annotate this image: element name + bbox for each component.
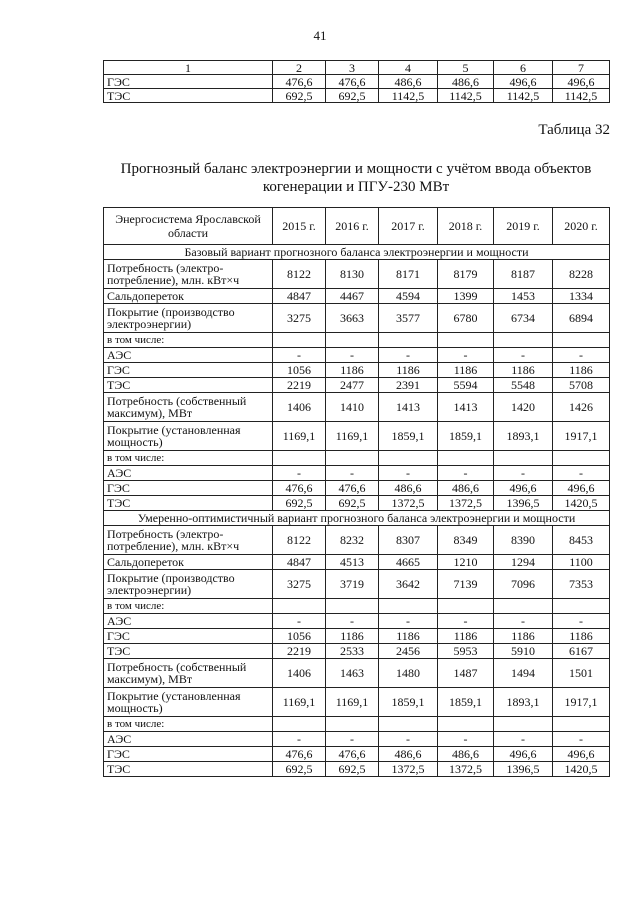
table-cell: 3719 bbox=[326, 570, 379, 599]
table-cell bbox=[553, 717, 610, 732]
section-title-row bbox=[104, 245, 610, 260]
table-cell: 6780 bbox=[438, 304, 494, 333]
table-cell: - bbox=[273, 466, 326, 481]
table-row bbox=[104, 570, 610, 599]
row-label: ТЭС bbox=[104, 89, 273, 103]
table-cell bbox=[494, 717, 553, 732]
row-label: ГЭС bbox=[104, 747, 273, 762]
table-cell: - bbox=[553, 348, 610, 363]
row-label: ТЭС bbox=[104, 762, 273, 777]
header-year: 2016 г. bbox=[326, 208, 379, 245]
table-cell: 4665 bbox=[379, 555, 438, 570]
table-title: Прогнозный баланс электроэнергии и мощности с учётом ввода объектов когенерации и ПГУ-230 МВт bbox=[120, 161, 592, 195]
table-cell: 1413 bbox=[438, 393, 494, 422]
table-cell: 1372,5 bbox=[438, 496, 494, 511]
table-row bbox=[104, 526, 610, 555]
balance-table bbox=[103, 207, 610, 777]
table-cell: 1372,5 bbox=[379, 762, 438, 777]
table-row bbox=[104, 348, 610, 363]
row-label: Покрытие (производство электроэнергии) bbox=[104, 304, 273, 333]
table-row bbox=[104, 717, 610, 732]
table-cell: 476,6 bbox=[326, 481, 379, 496]
continued-table bbox=[103, 60, 610, 103]
table-cell bbox=[326, 451, 379, 466]
table-cell bbox=[553, 333, 610, 348]
table-cell: 3577 bbox=[379, 304, 438, 333]
table-cell: 1893,1 bbox=[494, 422, 553, 451]
column-number: 6 bbox=[494, 61, 553, 75]
row-label: ТЭС bbox=[104, 496, 273, 511]
column-number: 5 bbox=[438, 61, 494, 75]
table-cell: 4847 bbox=[273, 289, 326, 304]
row-label: Потребность (электро-потребление), млн. кВт×ч bbox=[104, 526, 273, 555]
table-cell: 496,6 bbox=[553, 481, 610, 496]
table-cell: 1210 bbox=[438, 555, 494, 570]
table-row bbox=[104, 614, 610, 629]
table-cell: 496,6 bbox=[553, 75, 610, 89]
table-cell: 2533 bbox=[326, 644, 379, 659]
table-cell: - bbox=[553, 614, 610, 629]
table-cell: 486,6 bbox=[438, 747, 494, 762]
table-row bbox=[104, 393, 610, 422]
table-cell: 1406 bbox=[273, 393, 326, 422]
table-cell bbox=[553, 451, 610, 466]
table-row bbox=[104, 378, 610, 393]
table-cell: 1426 bbox=[553, 393, 610, 422]
table-cell bbox=[494, 333, 553, 348]
table-cell bbox=[438, 599, 494, 614]
column-number: 1 bbox=[104, 61, 273, 75]
table-cell: 1169,1 bbox=[326, 688, 379, 717]
table-cell: 4847 bbox=[273, 555, 326, 570]
row-label: АЭС bbox=[104, 466, 273, 481]
table-cell: 486,6 bbox=[438, 75, 494, 89]
header-year: 2018 г. bbox=[438, 208, 494, 245]
row-label: Сальдопереток bbox=[104, 555, 273, 570]
section-title: Умеренно-оптимистичный вариант прогнозного баланса электроэнергии и мощности bbox=[104, 511, 610, 526]
table-cell: 1334 bbox=[553, 289, 610, 304]
table-cell: 1399 bbox=[438, 289, 494, 304]
table-cell: 476,6 bbox=[326, 747, 379, 762]
row-label: ГЭС bbox=[104, 629, 273, 644]
table-cell: 2456 bbox=[379, 644, 438, 659]
table-cell: 1186 bbox=[494, 629, 553, 644]
table-cell: 1169,1 bbox=[273, 422, 326, 451]
table-header-row bbox=[104, 61, 610, 75]
table-cell: 1100 bbox=[553, 555, 610, 570]
header-year: 2017 г. bbox=[379, 208, 438, 245]
table-cell: 1186 bbox=[379, 629, 438, 644]
row-label: в том числе: bbox=[104, 717, 273, 732]
table-cell: 5594 bbox=[438, 378, 494, 393]
table-row bbox=[104, 363, 610, 378]
row-label: в том числе: bbox=[104, 599, 273, 614]
table-row bbox=[104, 747, 610, 762]
table-cell: 1186 bbox=[326, 629, 379, 644]
table-row bbox=[104, 466, 610, 481]
table-cell: - bbox=[379, 348, 438, 363]
table-cell: 1169,1 bbox=[273, 688, 326, 717]
table-cell bbox=[273, 451, 326, 466]
row-label: в том числе: bbox=[104, 451, 273, 466]
table-cell: - bbox=[438, 348, 494, 363]
table-cell: 1420,5 bbox=[553, 762, 610, 777]
row-label: ТЭС bbox=[104, 644, 273, 659]
table-cell: 8453 bbox=[553, 526, 610, 555]
table-cell: - bbox=[273, 732, 326, 747]
table-cell: 486,6 bbox=[379, 75, 438, 89]
table-cell: - bbox=[326, 614, 379, 629]
table-cell: 6734 bbox=[494, 304, 553, 333]
table-cell: - bbox=[438, 466, 494, 481]
table-cell: 1494 bbox=[494, 659, 553, 688]
table-header-row bbox=[104, 208, 610, 245]
table-cell: 486,6 bbox=[438, 481, 494, 496]
table-row bbox=[104, 75, 610, 89]
table-cell: 1893,1 bbox=[494, 688, 553, 717]
table-cell: 486,6 bbox=[379, 481, 438, 496]
table-cell: 3275 bbox=[273, 570, 326, 599]
table-cell: 1142,5 bbox=[494, 89, 553, 103]
header-region: Энергосистема Ярославской области bbox=[104, 208, 273, 245]
table-cell: 1186 bbox=[438, 363, 494, 378]
table-cell: 8179 bbox=[438, 260, 494, 289]
table-cell: 496,6 bbox=[494, 75, 553, 89]
table-cell: - bbox=[379, 614, 438, 629]
column-number: 4 bbox=[379, 61, 438, 75]
header-year: 2019 г. bbox=[494, 208, 553, 245]
table-cell: 692,5 bbox=[273, 496, 326, 511]
row-label: Сальдопереток bbox=[104, 289, 273, 304]
table-cell bbox=[379, 717, 438, 732]
table-cell: 6167 bbox=[553, 644, 610, 659]
table-row bbox=[104, 89, 610, 103]
table-body bbox=[104, 245, 610, 777]
row-label: Покрытие (производство электроэнергии) bbox=[104, 570, 273, 599]
table-cell: 692,5 bbox=[326, 496, 379, 511]
table-cell bbox=[326, 717, 379, 732]
table-cell: 1501 bbox=[553, 659, 610, 688]
table-cell: 1142,5 bbox=[553, 89, 610, 103]
page-number: 41 bbox=[313, 28, 327, 43]
table-cell: 1186 bbox=[438, 629, 494, 644]
table-cell: 1420 bbox=[494, 393, 553, 422]
table-cell: 496,6 bbox=[553, 747, 610, 762]
table-cell: - bbox=[553, 466, 610, 481]
table-cell bbox=[326, 599, 379, 614]
table-cell: 1859,1 bbox=[438, 422, 494, 451]
table-cell: 1372,5 bbox=[379, 496, 438, 511]
row-label: АЭС bbox=[104, 732, 273, 747]
table-row bbox=[104, 260, 610, 289]
table-cell: 8171 bbox=[379, 260, 438, 289]
table-cell: - bbox=[494, 614, 553, 629]
table-cell bbox=[438, 333, 494, 348]
table-cell: - bbox=[438, 614, 494, 629]
table-cell: 8122 bbox=[273, 526, 326, 555]
row-label: Покрытие (установленная мощность) bbox=[104, 688, 273, 717]
table-cell: 7353 bbox=[553, 570, 610, 599]
table-row bbox=[104, 289, 610, 304]
table-cell: - bbox=[494, 348, 553, 363]
table-cell: 8349 bbox=[438, 526, 494, 555]
table-cell: 1859,1 bbox=[438, 688, 494, 717]
table-cell: 476,6 bbox=[273, 747, 326, 762]
table-row bbox=[104, 451, 610, 466]
table-cell: 496,6 bbox=[494, 481, 553, 496]
row-label: ГЭС bbox=[104, 363, 273, 378]
table-cell bbox=[379, 451, 438, 466]
table-cell: 1406 bbox=[273, 659, 326, 688]
table-cell bbox=[438, 451, 494, 466]
table-cell: 5708 bbox=[553, 378, 610, 393]
table-cell: 4594 bbox=[379, 289, 438, 304]
table-cell: 3275 bbox=[273, 304, 326, 333]
table-cell: 5953 bbox=[438, 644, 494, 659]
table-cell: 1142,5 bbox=[438, 89, 494, 103]
row-label: в том числе: bbox=[104, 333, 273, 348]
table-cell: 7096 bbox=[494, 570, 553, 599]
row-label: Потребность (собственный максимум), МВт bbox=[104, 659, 273, 688]
table-cell bbox=[273, 717, 326, 732]
table-cell: 8130 bbox=[326, 260, 379, 289]
table-cell: 692,5 bbox=[326, 89, 379, 103]
table-cell: 1917,1 bbox=[553, 688, 610, 717]
table-row bbox=[104, 732, 610, 747]
row-label: ГЭС bbox=[104, 481, 273, 496]
table-cell: 3642 bbox=[379, 570, 438, 599]
table-cell bbox=[379, 599, 438, 614]
table-row bbox=[104, 762, 610, 777]
table-cell: - bbox=[494, 732, 553, 747]
table-cell: 1396,5 bbox=[494, 496, 553, 511]
table-cell: 4513 bbox=[326, 555, 379, 570]
table-cell: 1372,5 bbox=[438, 762, 494, 777]
table-cell: 692,5 bbox=[326, 762, 379, 777]
table-cell: 2391 bbox=[379, 378, 438, 393]
table-cell: 486,6 bbox=[379, 747, 438, 762]
table-cell: 1420,5 bbox=[553, 496, 610, 511]
table-row bbox=[104, 629, 610, 644]
table-cell: 5548 bbox=[494, 378, 553, 393]
table-cell: - bbox=[379, 732, 438, 747]
column-number: 2 bbox=[273, 61, 326, 75]
table-cell: 1396,5 bbox=[494, 762, 553, 777]
row-label: Покрытие (установленная мощность) bbox=[104, 422, 273, 451]
table-cell: 1917,1 bbox=[553, 422, 610, 451]
table-cell: 1186 bbox=[379, 363, 438, 378]
table-cell: 2219 bbox=[273, 378, 326, 393]
section-title: Базовый вариант прогнозного баланса электроэнергии и мощности bbox=[104, 245, 610, 260]
table-cell: 1480 bbox=[379, 659, 438, 688]
table-cell bbox=[326, 333, 379, 348]
column-number: 3 bbox=[326, 61, 379, 75]
table-cell: - bbox=[379, 466, 438, 481]
table-cell: 1186 bbox=[326, 363, 379, 378]
table-row bbox=[104, 481, 610, 496]
table-cell: 6894 bbox=[553, 304, 610, 333]
table-cell: 476,6 bbox=[273, 75, 326, 89]
table-cell: 2477 bbox=[326, 378, 379, 393]
table-cell: 496,6 bbox=[494, 747, 553, 762]
table-cell: 7139 bbox=[438, 570, 494, 599]
table-row bbox=[104, 555, 610, 570]
table-cell: 1186 bbox=[494, 363, 553, 378]
table-cell: 692,5 bbox=[273, 762, 326, 777]
table-cell: 8232 bbox=[326, 526, 379, 555]
table-cell: 1859,1 bbox=[379, 422, 438, 451]
row-label: ГЭС bbox=[104, 75, 273, 89]
table-cell: 1859,1 bbox=[379, 688, 438, 717]
table-row bbox=[104, 599, 610, 614]
table-cell: 1056 bbox=[273, 629, 326, 644]
table-cell: 8228 bbox=[553, 260, 610, 289]
table-cell: - bbox=[273, 614, 326, 629]
table-cell: - bbox=[326, 732, 379, 747]
table-cell: 8122 bbox=[273, 260, 326, 289]
table-cell: 5910 bbox=[494, 644, 553, 659]
table-cell: 3663 bbox=[326, 304, 379, 333]
row-label: АЭС bbox=[104, 348, 273, 363]
table-cell bbox=[273, 599, 326, 614]
header-year: 2015 г. bbox=[273, 208, 326, 245]
table-cell bbox=[553, 599, 610, 614]
table-cell: 1294 bbox=[494, 555, 553, 570]
table-cell: 8390 bbox=[494, 526, 553, 555]
table-row bbox=[104, 659, 610, 688]
row-label: ТЭС bbox=[104, 378, 273, 393]
table-cell: - bbox=[326, 348, 379, 363]
table-cell: 1410 bbox=[326, 393, 379, 422]
table-cell: 2219 bbox=[273, 644, 326, 659]
table-cell: 476,6 bbox=[273, 481, 326, 496]
table-row bbox=[104, 688, 610, 717]
table-row bbox=[104, 496, 610, 511]
table-cell: 692,5 bbox=[273, 89, 326, 103]
section-title-row bbox=[104, 511, 610, 526]
table-cell: 1487 bbox=[438, 659, 494, 688]
table-cell bbox=[438, 717, 494, 732]
table-cell: - bbox=[326, 466, 379, 481]
row-label: Потребность (электро-потребление), млн. кВт×ч bbox=[104, 260, 273, 289]
table-cell bbox=[494, 451, 553, 466]
table-cell: 1463 bbox=[326, 659, 379, 688]
table-row bbox=[104, 422, 610, 451]
table-cell bbox=[494, 599, 553, 614]
table-cell: - bbox=[494, 466, 553, 481]
table-cell: 1453 bbox=[494, 289, 553, 304]
table-cell: 1142,5 bbox=[379, 89, 438, 103]
table-number-label: Таблица 32 bbox=[538, 122, 610, 138]
table-cell: 1186 bbox=[553, 363, 610, 378]
table-cell: - bbox=[438, 732, 494, 747]
table-row bbox=[104, 644, 610, 659]
table-cell: - bbox=[553, 732, 610, 747]
table-cell: 1169,1 bbox=[326, 422, 379, 451]
table-cell: 8187 bbox=[494, 260, 553, 289]
table-row bbox=[104, 333, 610, 348]
table-cell: 1186 bbox=[553, 629, 610, 644]
table-cell: 1413 bbox=[379, 393, 438, 422]
column-number: 7 bbox=[553, 61, 610, 75]
table-cell: 1056 bbox=[273, 363, 326, 378]
table-cell: 8307 bbox=[379, 526, 438, 555]
header-year: 2020 г. bbox=[553, 208, 610, 245]
table-cell: 4467 bbox=[326, 289, 379, 304]
table-row bbox=[104, 304, 610, 333]
row-label: АЭС bbox=[104, 614, 273, 629]
table-cell: 476,6 bbox=[326, 75, 379, 89]
table-cell bbox=[273, 333, 326, 348]
table-cell: - bbox=[273, 348, 326, 363]
table-cell bbox=[379, 333, 438, 348]
row-label: Потребность (собственный максимум), МВт bbox=[104, 393, 273, 422]
